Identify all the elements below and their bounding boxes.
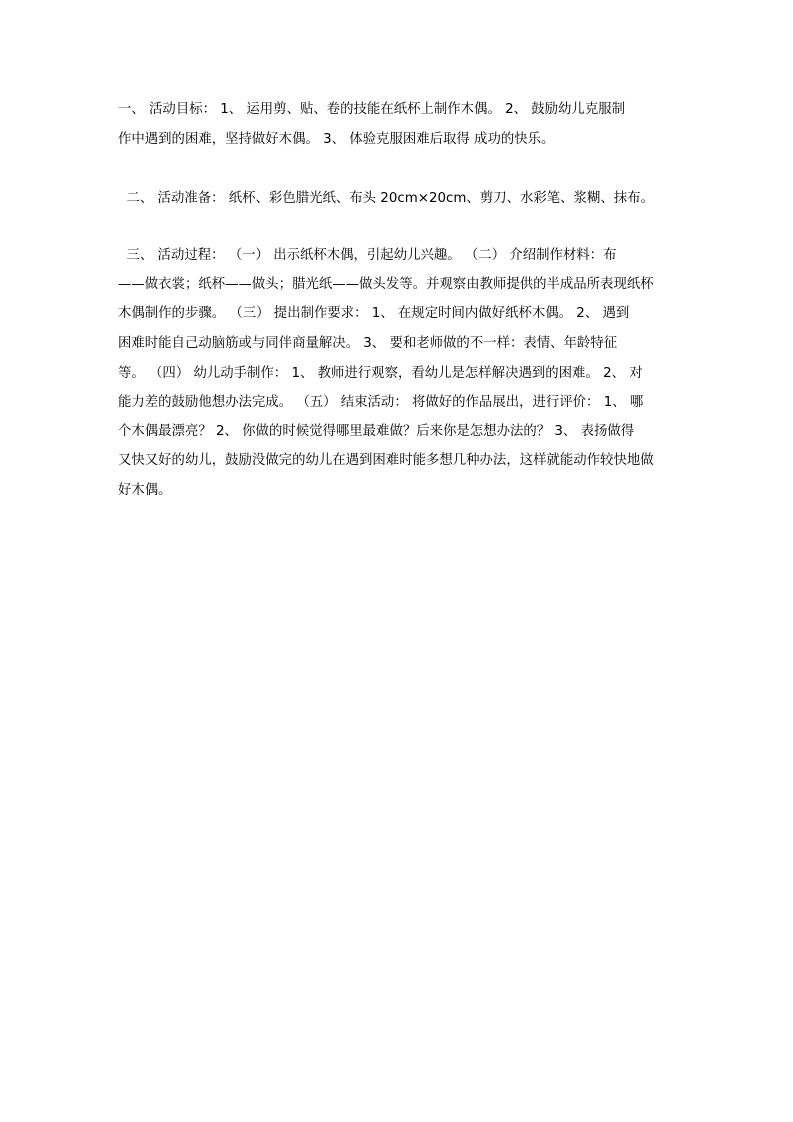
process-line-9: 好木偶。 bbox=[118, 483, 172, 498]
process-line-6: 能力差的鼓励他想办法完成。 （五） 结束活动： 将做好的作品展出，进行评价： 1、 哪 bbox=[118, 395, 644, 410]
process-line-3: 木偶制作的步骤。 （三） 提出制作要求： 1、 在规定时间内做好纸杯木偶。 2、 遇到 bbox=[118, 306, 630, 321]
preparation-line: 二、 活动准备： 纸杯、彩色腊光纸、布头 20cm×20cm、剪刀、水彩笔、浆糊、抹布。 bbox=[118, 191, 654, 206]
process-line-2: ——做衣裳；纸杯——做头；腊光纸——做头发等。并观察由教师提供的半成品所表现纸杯 bbox=[118, 277, 654, 292]
goal-line-1: 一、 活动目标： 1、 运用剪、贴、卷的技能在纸杯上制作木偶。 2、 鼓励幼儿克服制 bbox=[118, 102, 625, 117]
process-line-1: 三、 活动过程： （一） 出示纸杯木偶，引起幼儿兴趣。 （二） 介绍制作材料：布 bbox=[118, 248, 617, 263]
process-line-7: 个木偶最漂亮？ 2、 你做的时候觉得哪里最难做？后来你是怎想办法的？ 3、 表扬做得 bbox=[118, 424, 635, 439]
goal-line-2: 作中遇到的困难，坚持做好木偶。 3、 体验克服困难后取得 成功的快乐。 bbox=[118, 132, 555, 147]
process-line-8: 又快又好的幼儿，鼓励没做完的幼儿在遇到困难时能多想几种办法，这样就能动作较快地做 bbox=[118, 453, 654, 468]
process-line-4: 困难时能自己动脑筋或与同伴商量解决。 3、 要和老师做的不一样：表情、年龄特征 bbox=[118, 336, 618, 351]
process-line-5: 等。 （四） 幼儿动手制作： 1、 教师进行观察，看幼儿是怎样解决遇到的困难。 2、 对 bbox=[118, 366, 643, 381]
